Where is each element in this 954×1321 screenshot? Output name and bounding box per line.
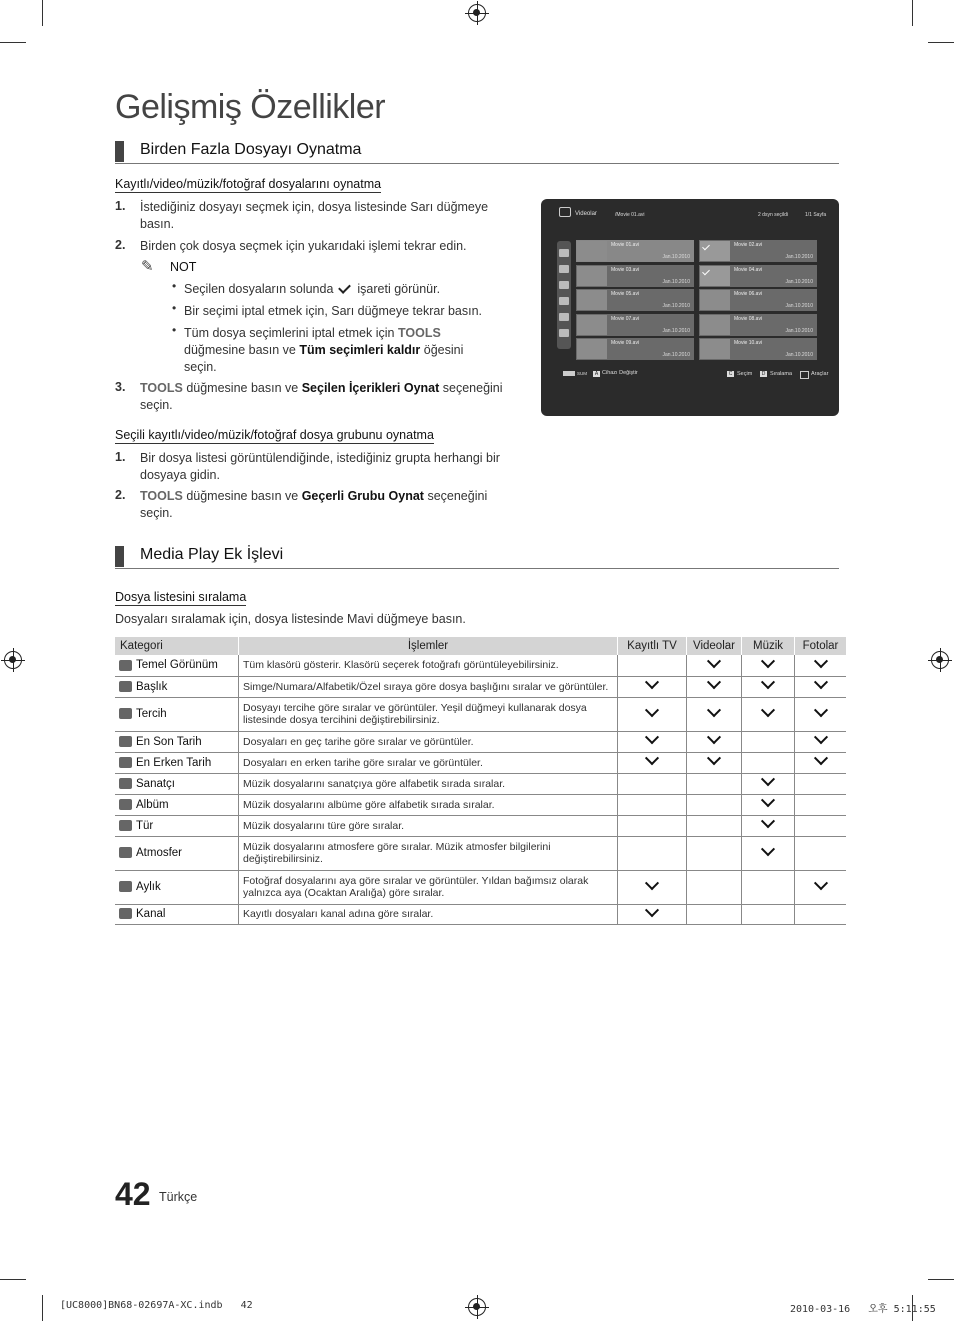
tools-keyword: TOOLS	[140, 381, 183, 395]
bullet-text: Bir seçimi iptal etmek için, Sarı düğmeye tekrar basın.	[184, 304, 483, 318]
tv-file-date: Jan.10.2010	[785, 327, 813, 334]
cell-kayitli-tv	[618, 794, 687, 815]
step-text	[140, 488, 515, 522]
step-text	[140, 450, 515, 484]
step-text-part: seçin.	[140, 398, 173, 412]
tv-file-name: Movie 02.avi	[734, 242, 763, 248]
latest-date-icon	[559, 297, 569, 305]
cell-videolar	[687, 815, 742, 836]
film-icon	[700, 241, 730, 261]
step-number: 1.	[115, 450, 126, 464]
step-text-part: seçeneğini	[442, 381, 503, 395]
category-label: Sanatçı	[136, 777, 175, 790]
category-label: Başlık	[136, 680, 168, 693]
step-line: İstediğiniz dosyayı seçmek için, dosya listesinde Sarı düğmeye	[140, 200, 489, 214]
bullet-icon: •	[172, 323, 177, 337]
category-icon	[119, 757, 132, 768]
table-row	[115, 697, 846, 731]
checkmark-icon	[813, 876, 827, 890]
step-text	[140, 380, 515, 414]
cell-kategori	[115, 752, 239, 773]
cell-fotolar	[795, 655, 847, 676]
film-icon	[577, 339, 607, 359]
crop-mark	[0, 42, 26, 43]
checkmark-icon	[702, 243, 710, 251]
cell-fotolar	[795, 752, 847, 773]
cell-videolar	[687, 655, 742, 676]
checkmark-icon	[761, 772, 775, 786]
bullet-text-part: seçin.	[184, 360, 217, 374]
cell-fotolar	[795, 697, 847, 731]
cell-kategori	[115, 676, 239, 697]
subheading-play-group: Seçili kayıtlı/video/müzik/fotoğraf dosya grubunu oynatma	[115, 428, 434, 442]
earliest-date-icon	[559, 313, 569, 321]
tv-change-device: Cihazı Değiştir	[602, 370, 638, 376]
cell-kayitli-tv	[618, 731, 687, 752]
tv-file-name: Movie 06.avi	[734, 291, 763, 297]
cell-kategori	[115, 773, 239, 794]
step-text-part: seçin.	[140, 506, 173, 520]
checkmark-icon	[761, 703, 775, 717]
cell-fotolar	[795, 904, 847, 924]
cell-kategori	[115, 870, 239, 904]
film-icon	[700, 266, 730, 286]
crop-mark	[42, 0, 43, 26]
category-icon	[119, 881, 132, 892]
tv-sort: Sıralama	[770, 371, 793, 377]
cell-kayitli-tv	[618, 870, 687, 904]
bullet-text-part: Seçilen dosyaların solunda	[184, 282, 334, 296]
registration-mark-icon	[4, 651, 22, 669]
category-icon	[119, 736, 132, 747]
table-row	[115, 794, 846, 815]
note-icon: ✎	[141, 258, 154, 275]
section-heading-text: Media Play Ek İşlevi	[140, 546, 284, 563]
header-kategori: Kategori	[115, 637, 239, 655]
step-text-part: düğmesine basın ve	[186, 381, 299, 395]
checkmark-icon	[761, 675, 775, 689]
checkmark-icon	[813, 730, 827, 744]
tv-file-item[interactable]	[576, 314, 694, 336]
tv-file-item[interactable]	[576, 289, 694, 311]
checkmark-icon	[707, 654, 721, 668]
step-line: Bir dosya listesi görüntülendiğinde, istediğiniz grupta herhangi bir	[140, 451, 500, 465]
cell-kategori	[115, 904, 239, 924]
subheading-sort: Dosya listesini sıralama	[115, 590, 247, 604]
step-line: dosyaya gidin.	[140, 468, 220, 482]
tv-sort-sidebar	[557, 241, 571, 349]
checkmark-icon	[761, 654, 775, 668]
cell-muzik	[742, 773, 795, 794]
checkmark-icon	[702, 267, 710, 275]
table-row	[115, 904, 846, 924]
checkmark-icon	[813, 675, 827, 689]
title-icon	[559, 265, 569, 273]
cell-muzik	[742, 676, 795, 697]
cell-muzik	[742, 870, 795, 904]
film-icon	[700, 315, 730, 335]
table-row	[115, 655, 846, 676]
registration-mark-icon	[468, 4, 486, 22]
category-icon	[119, 778, 132, 789]
subheading-play-files: Kayıtlı/video/müzik/fotoğraf dosyalarını oynatma	[115, 177, 382, 191]
tv-file-name: Movie 09.avi	[611, 340, 640, 346]
checkmark-icon	[707, 751, 721, 765]
step-number: 1.	[115, 199, 126, 213]
step-line: basın.	[140, 217, 175, 231]
film-icon	[577, 290, 607, 310]
button-d-icon: D	[761, 371, 766, 377]
section-bar	[115, 546, 124, 567]
button-c-icon: C	[728, 371, 733, 377]
cell-videolar	[687, 752, 742, 773]
category-icon	[119, 799, 132, 810]
checkmark-icon	[645, 876, 659, 890]
film-icon	[700, 290, 730, 310]
category-label: Temel Görünüm	[136, 659, 218, 672]
footer-file-info: [UC8000]BN68-02697A-XC.indb 42	[60, 1300, 253, 1311]
film-icon	[577, 266, 607, 286]
table-row	[115, 870, 846, 904]
page-number: 42	[115, 1176, 151, 1212]
category-label: Albüm	[136, 798, 169, 811]
tv-file-name: Movie 03.avi	[611, 266, 640, 273]
footer-timestamp: 2010-03-16 오후 5:11:55	[790, 1304, 936, 1315]
category-label: En Erken Tarih	[136, 756, 212, 769]
usb-icon	[563, 371, 575, 376]
tv-file-name: Movie 05.avi	[611, 291, 640, 297]
tv-file-name: Movie 10.avi	[734, 340, 763, 346]
bullet-text	[184, 325, 514, 376]
page-language: Türkçe	[159, 1190, 198, 1204]
cell-fotolar	[795, 794, 847, 815]
bullet-icon: •	[172, 279, 177, 293]
cell-kayitli-tv	[618, 773, 687, 794]
step-text	[140, 199, 510, 233]
tv-file-date: Jan.10.2010	[785, 303, 813, 309]
tv-bottom-bar	[557, 367, 839, 381]
cell-islem: Dosyaları en geç tarihe göre sıralar ve görüntüler.	[239, 731, 618, 752]
cell-videolar	[687, 904, 742, 924]
tv-page-count: 1/1 Sayfa	[805, 212, 827, 218]
category-label: En Son Tarih	[136, 735, 202, 748]
step-text-part: seçeneğini	[427, 489, 488, 503]
cell-muzik	[742, 731, 795, 752]
section-heading-text: Birden Fazla Dosyayı Oynatma	[140, 141, 362, 158]
category-icon	[119, 660, 132, 671]
header-kayitli-tv: Kayıtlı TV	[618, 637, 687, 655]
checkmark-icon	[645, 730, 659, 744]
tv-device-name: SUM	[577, 371, 587, 376]
category-label: Kanal	[136, 908, 166, 920]
cell-islem: Simge/Numara/Alfabetik/Özel sıraya göre dosya başlığını sıralar ve görüntüler.	[239, 676, 618, 697]
cell-muzik	[742, 836, 795, 870]
cell-kategori	[115, 836, 239, 870]
checkmark-icon	[645, 703, 659, 717]
cell-muzik	[742, 904, 795, 924]
tools-keyword: TOOLS	[397, 326, 441, 340]
cell-fotolar	[795, 870, 847, 904]
cell-kayitli-tv	[618, 655, 687, 676]
bold-term: Seçilen İçerikleri Oynat	[301, 381, 440, 395]
cell-kayitli-tv	[618, 904, 687, 924]
cell-muzik	[742, 697, 795, 731]
cell-videolar	[687, 794, 742, 815]
cell-kayitli-tv	[618, 697, 687, 731]
checkmark-icon	[645, 751, 659, 765]
cell-fotolar	[795, 836, 847, 870]
cell-kategori	[115, 655, 239, 676]
tools-icon	[800, 371, 809, 379]
header-muzik: Müzik	[742, 637, 795, 655]
tv-file-date: Jan.10.2010	[662, 327, 690, 334]
bullet-text-part: Tüm dosya seçimlerini iptal etmek için	[184, 326, 395, 340]
header-fotolar: Fotolar	[795, 637, 847, 655]
tv-category: Videolar	[575, 211, 597, 217]
table-row	[115, 815, 846, 836]
category-label: Aylık	[136, 881, 161, 893]
section-heading-multiple-files	[115, 141, 839, 164]
cell-fotolar	[795, 815, 847, 836]
tv-file-item[interactable]	[699, 338, 817, 360]
crop-mark	[0, 1279, 26, 1280]
cell-islem: Müzik dosyalarını sanatçıya göre alfabetik sırada sıralar.	[239, 773, 618, 794]
bullet-text	[184, 281, 514, 298]
cell-islem: Dosyaları en erken tarihe göre sıralar ve görüntüler.	[239, 752, 618, 773]
category-icon	[119, 708, 132, 719]
registration-mark-icon	[468, 1298, 486, 1316]
checkmark-icon	[645, 903, 659, 917]
note-label: NOT	[170, 260, 197, 274]
tv-file-item[interactable]	[699, 314, 817, 336]
tv-file-item[interactable]	[699, 240, 817, 262]
tv-tools: Araçlar	[811, 371, 829, 377]
tv-top-bar	[541, 199, 839, 225]
step-number: 3.	[115, 380, 126, 394]
section-bar	[115, 141, 124, 162]
cell-kategori	[115, 697, 239, 731]
checkmark-icon	[813, 703, 827, 717]
tv-file-date: Jan.10.2010	[785, 352, 813, 358]
tv-file-item[interactable]	[576, 338, 694, 360]
bold-term: Tüm seçimleri kaldır	[299, 343, 421, 357]
section-heading-media-play	[115, 546, 839, 569]
cell-muzik	[742, 794, 795, 815]
checkmark-icon	[645, 675, 659, 689]
step-number: 2.	[115, 238, 126, 252]
cell-islem: Dosyayı tercihe göre sıralar ve görüntüler. Yeşil düğmeyi kullanarak dosya listesinde dosya tercihini değiştirebilirsiniz.	[239, 697, 618, 731]
cell-fotolar	[795, 773, 847, 794]
table-row	[115, 752, 846, 773]
checkmark-icon	[813, 654, 827, 668]
checkmark-icon	[761, 814, 775, 828]
category-icon	[119, 847, 132, 858]
header-islemler: İşlemler	[239, 637, 618, 655]
category-label: Tür	[136, 819, 154, 832]
bullet-text-part: düğmesine basın ve	[184, 343, 296, 357]
step-number: 2.	[115, 488, 126, 502]
cell-videolar	[687, 836, 742, 870]
checkmark-icon	[707, 703, 721, 717]
cell-videolar	[687, 731, 742, 752]
cell-kategori	[115, 794, 239, 815]
crop-mark	[912, 0, 913, 26]
crop-mark	[42, 1295, 43, 1321]
tv-selected-count: 2 dsyn seçildi	[758, 212, 789, 218]
checkmark-icon	[813, 751, 827, 765]
bullet-text-part: öğesini	[423, 343, 464, 357]
tv-file-date: Jan.10.2010	[785, 278, 813, 285]
tools-keyword: TOOLS	[140, 489, 183, 503]
folder-icon	[559, 249, 569, 257]
intro-text: Dosyaları sıralamak için, dosya listesinde Mavi düğmeye basın.	[115, 612, 466, 626]
cell-kayitli-tv	[618, 676, 687, 697]
category-label: Tercih	[136, 708, 167, 720]
cell-kategori	[115, 731, 239, 752]
cell-videolar	[687, 676, 742, 697]
cell-fotolar	[795, 676, 847, 697]
tv-file-name: Movie 01.avi	[611, 242, 640, 248]
cell-kayitli-tv	[618, 836, 687, 870]
crop-mark	[928, 42, 954, 43]
tv-select: Seçim	[737, 371, 753, 377]
category-label: Atmosfer	[136, 847, 183, 859]
button-a-icon: A	[594, 371, 599, 377]
cell-fotolar	[795, 731, 847, 752]
cell-kayitli-tv	[618, 815, 687, 836]
checkmark-icon	[338, 281, 351, 294]
sort-table	[115, 637, 846, 925]
table-row	[115, 676, 846, 697]
checkmark-icon	[761, 842, 775, 856]
cell-islem: Tüm klasörü gösterir. Klasörü seçerek fotoğrafı görüntüleyebilirsiniz.	[239, 655, 618, 676]
tv-file-date: Jan.10.2010	[662, 352, 690, 358]
tv-file-item[interactable]	[576, 240, 694, 262]
table-row	[115, 836, 846, 870]
category-icon	[119, 908, 132, 919]
tv-file-item[interactable]	[699, 265, 817, 287]
checkmark-icon	[761, 793, 775, 807]
checkmark-icon	[707, 675, 721, 689]
page-title: Gelişmiş Özellikler	[115, 88, 386, 126]
film-icon	[577, 241, 607, 261]
star-icon	[559, 329, 569, 337]
cell-muzik	[742, 752, 795, 773]
bold-term: Geçerli Grubu Oynat	[301, 489, 424, 503]
tv-file-date: Jan.10.2010	[662, 254, 690, 260]
tv-file-date: Jan.10.2010	[662, 278, 690, 285]
cell-kategori	[115, 815, 239, 836]
video-icon	[559, 207, 571, 217]
step-text: Birden çok dosya seçmek için yukarıdaki işlemi tekrar edin.	[140, 239, 467, 253]
film-icon	[577, 315, 607, 335]
tv-screenshot	[541, 199, 839, 416]
cell-islem: Müzik dosyalarını türe göre sıralar.	[239, 815, 618, 836]
category-icon	[119, 681, 132, 692]
checkmark-icon	[707, 730, 721, 744]
category-icon	[119, 820, 132, 831]
tv-file-name: Movie 04.avi	[734, 266, 763, 273]
table-row	[115, 731, 846, 752]
cell-videolar	[687, 773, 742, 794]
cell-kayitli-tv	[618, 752, 687, 773]
cell-islem: Müzik dosyalarını atmosfere göre sıralar. Müzik atmosfer bilgilerini değiştirebilirsiniz.	[239, 836, 618, 870]
cell-videolar	[687, 697, 742, 731]
tv-file-item[interactable]	[699, 289, 817, 311]
tv-file-date: Jan.10.2010	[785, 254, 813, 260]
tv-file-item[interactable]	[576, 265, 694, 287]
step-text-part: düğmesine basın ve	[186, 489, 299, 503]
table-header-row	[115, 637, 846, 655]
bullet-icon: •	[172, 301, 177, 315]
crop-mark	[928, 1279, 954, 1280]
tv-file-date: Jan.10.2010	[662, 303, 690, 309]
header-videolar: Videolar	[687, 637, 742, 655]
registration-mark-icon	[931, 651, 949, 669]
cell-islem: Kayıtlı dosyaları kanal adına göre sıralar.	[239, 904, 618, 924]
cell-islem: Müzik dosyalarını albüme göre alfabetik sırada sıralar.	[239, 794, 618, 815]
cell-muzik	[742, 815, 795, 836]
cell-muzik	[742, 655, 795, 676]
cell-islem: Fotoğraf dosyalarını aya göre sıralar ve görüntüler. Yıldan bağımsız olarak yalnızca aya (Ocaktan Aralığa) göre sıralar.	[239, 870, 618, 904]
table-body	[115, 655, 846, 924]
tv-file-name: Movie 07.avi	[611, 315, 640, 322]
cell-videolar	[687, 870, 742, 904]
preference-icon	[559, 281, 569, 289]
tv-path: /Movie 01.avi	[615, 212, 645, 218]
bullet-text-part: işareti görünür.	[357, 282, 441, 296]
table-row	[115, 773, 846, 794]
tv-file-name: Movie 08.avi	[734, 315, 763, 322]
film-icon	[700, 339, 730, 359]
